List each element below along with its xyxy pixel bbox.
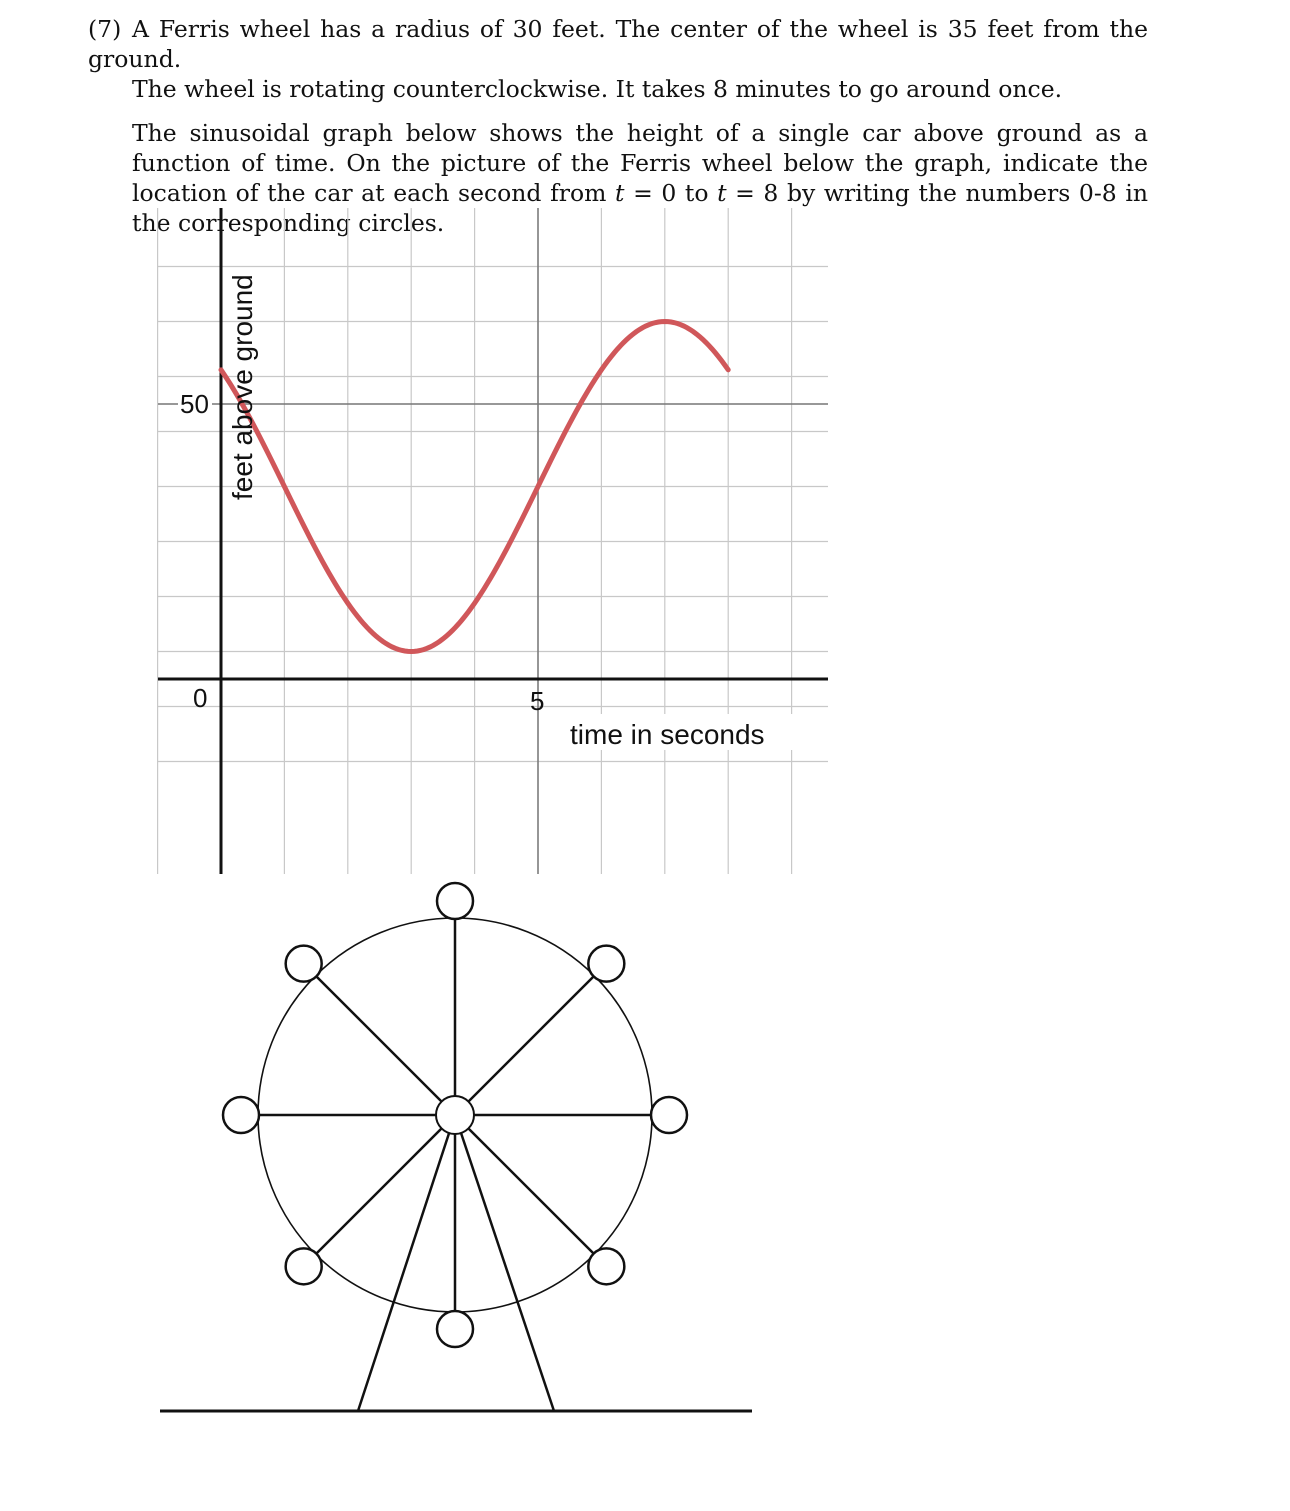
math-eq-8: = 8 by writing the numbers 0-8 in the corresponding circles.: [132, 179, 1148, 237]
spoke: [455, 1115, 594, 1254]
tick-label-x-5: 5: [530, 686, 545, 716]
math-t-1: t: [615, 179, 625, 207]
spoke: [316, 1115, 455, 1254]
car-circle-4[interactable]: [437, 1311, 473, 1347]
math-t-2: t: [717, 179, 727, 207]
instructions-text: The sinusoidal graph below shows the height of a single car above ground as a function of time. On the picture of the Ferris wheel below the graph, indicate the location of the car at each second from: [132, 119, 1148, 207]
car-circle-2[interactable]: [651, 1097, 687, 1133]
problem-line-2: The wheel is rotating counterclockwise. It takes 8 minutes to go around once.: [132, 75, 1063, 103]
spoke: [316, 976, 455, 1115]
x-axis-label: time in seconds: [570, 719, 765, 750]
car-circle-1[interactable]: [588, 946, 624, 982]
support-left: [358, 1115, 455, 1411]
tick-label-y-50: 50: [180, 389, 209, 419]
problem-number: (7): [88, 15, 122, 43]
car-circle-7[interactable]: [286, 946, 322, 982]
math-eq-0: = 0 to: [624, 179, 718, 207]
tick-label-y-0: 0: [193, 683, 208, 713]
car-circle-6[interactable]: [223, 1097, 259, 1133]
y-axis-label: feet above ground: [227, 274, 258, 500]
support-right: [455, 1115, 554, 1411]
wheel-hub: [436, 1096, 474, 1134]
car-circle-3[interactable]: [588, 1248, 624, 1284]
spoke: [455, 976, 594, 1115]
car-circle-5[interactable]: [286, 1248, 322, 1284]
problem-line-1: A Ferris wheel has a radius of 30 feet. The center of the wheel is 35 feet from the ground.: [88, 15, 1148, 73]
car-circle-0[interactable]: [437, 883, 473, 919]
